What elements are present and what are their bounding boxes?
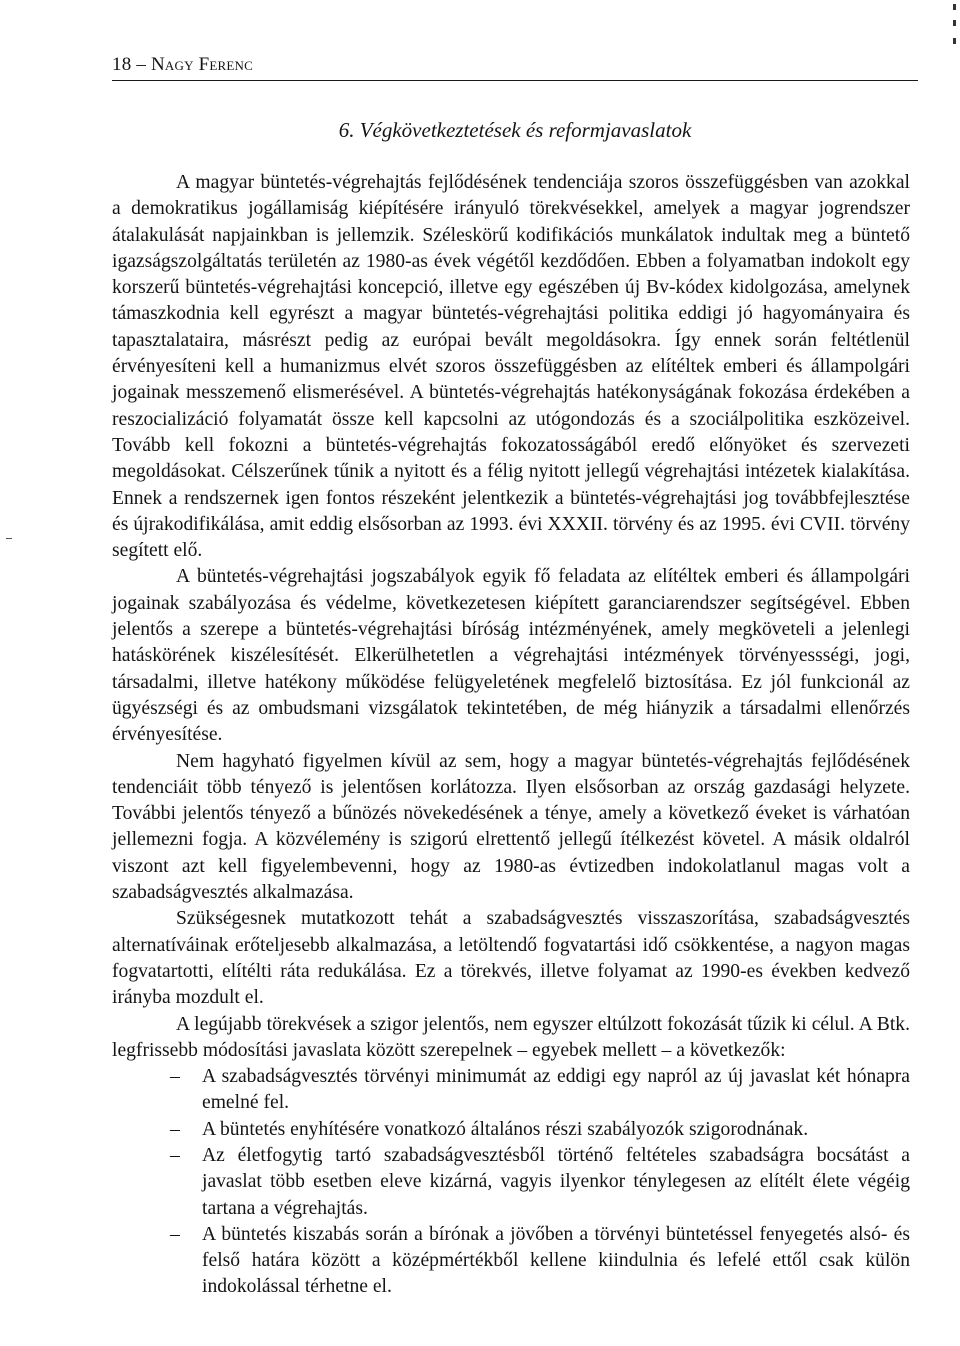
list-item-text: A büntetés kiszabás során a bírónak a jövőben a törvényi büntetéssel fenyegetés alsó- és felső határa között a középmértékből kellene kiindulnia és lefelé ettől csak külön indokolással térhetne el. bbox=[202, 1223, 910, 1298]
paragraph: Szükségesnek mutatkozott tehát a szabadságvesztés visszaszorítása, szabadságvesztés alternatíváinak erőteljesebb alkalmazása, a letöltendő fogvatartási idő csökkentése, a nagyon magas fogvatartotti, elítélti ráta redukálása. Ez a törekvés, illetve folyamat az 1990-es években kedvező irányba mozdult el. bbox=[112, 908, 910, 1009]
scan-speck bbox=[953, 4, 956, 10]
list-item-text: A büntetés enyhítésére vonatkozó általános részi szabályozók szigorodnának. bbox=[202, 1118, 809, 1140]
list-item bbox=[112, 1222, 910, 1301]
body-text bbox=[112, 170, 910, 1301]
running-title: 18 – Nagy Ferenc bbox=[112, 54, 254, 75]
paragraph: A magyar büntetés-végrehajtás fejlődésének tendenciája szoros összefüggésben van azokkal a demokratikus jogállamiság kiépítésére irányuló törekvésekkel, amelyek a magyar jogrendszer átalakulását napjainkban is jellemzik. Széleskörű kodifikációs munkálatok indultak meg a büntető igazságszolgáltatás területén az 1980-as évek végétől kezdődően. Ebben a folyamatban indokolt egy korszerű büntetés-végrehajtási koncepció, illetve egy egészében új Bv-kódex kidolgozása, amelynek támaszkodnia kell egyrészt a magyar büntetés-végrehajtási politika eddigi jó hagyományaira és tapasztalataira, másrészt pedig az európai bevált megoldásokra. Így ennek során feltétlenül érvényesíteni kell a humanizmus elvét szoros összefüggésben az elítéltek emberi és állampolgári jogainak messzemenő elismerésével. A büntetés-végrehajtás hatékonyságának fokozása érdekében a reszocializáció folyamatát össze kell kapcsolni az utógondozás és a szociálpolitika eszközeivel. Tovább kell fokozni a büntetés-végrehajtás fokozatosságából eredő előnyöket és szervezeti megoldásokat. Célszerűnek tűnik a nyitott és a félig nyitott jellegű végrehajtási intézetek kialakítása. Ennek a rendszernek igen fontos részeként jelentkezik a büntetés-végrehajtási jog továbbfejlesztése és újrakodifikálása, amit eddig elsősorban az 1993. évi XXXII. törvény és az 1995. évi CVII. törvény segített elő. bbox=[112, 172, 910, 562]
list-item-text: A szabadságvesztés törvényi minimumát az eddigi egy napról az új javaslat két hónapra emelné fel. bbox=[202, 1066, 910, 1114]
list-item bbox=[112, 1143, 910, 1222]
proposal-list bbox=[112, 1064, 910, 1301]
list-dash: – bbox=[170, 1066, 180, 1088]
scan-edge-marks bbox=[950, 0, 956, 60]
list-dash: – bbox=[170, 1223, 180, 1245]
scan-margin-mark bbox=[6, 538, 12, 539]
scan-speck bbox=[953, 20, 956, 26]
list-dash: – bbox=[170, 1144, 180, 1166]
running-header bbox=[112, 50, 918, 81]
list-dash: – bbox=[170, 1118, 180, 1140]
list-item bbox=[112, 1117, 910, 1143]
paragraph: Nem hagyható figyelmen kívül az sem, hogy a magyar büntetés-végrehajtás fejlődésének tendenciáit több tényező is jelentősen korlátozza. Ilyen elsősorban az ország gazdasági helyzete. További jelentős tényező a bűnözés növekedésének a ténye, amely a következő éveket is várhatóan jellemezni fogja. A közvélemény is szigorú elrettentő jellegű ítélkezést követel. A másik oldalról viszont azt kell figyelembevenni, hogy az 1980-as évtizedben indokolatlanul magas volt a szabadságvesztés alkalmazása. bbox=[112, 750, 910, 904]
list-item-text: Az életfogytig tartó szabadságvesztésből történő feltételes szabadságra bocsátást a javaslat több esetben eleve kizárná, vagyis ilyenkor ténylegesen az elítélt élete végéig tartana a végrehajtás. bbox=[202, 1144, 910, 1219]
list-item bbox=[112, 1064, 910, 1117]
paragraph: A legújabb törekvések a szigor jelentős, nem egyszer eltúlzott fokozását tűzik ki célul. A Btk. legfrissebb módosítási javaslata között szerepelnek – egyebek mellett – a következők: bbox=[112, 1013, 910, 1061]
section-heading: 6. Végkövetkeztetések és reformjavaslatok bbox=[338, 118, 692, 142]
scan-speck bbox=[953, 38, 956, 44]
paragraph: A büntetés-végrehajtási jogszabályok egyik fő feladata az elítéltek emberi és állampolgári jogainak szabályozása és védelme, következetesen kiépített garanciarendszer segítségével. Ebben jelentős a szerepe a büntetés-végrehajtási bíróság intézményének, amely megköveteli a jelenlegi hatáskörének kiszélesítését. Elkerülhetetlen a végrehajtási intézmények törvényessségi, jogi, társadalmi, illetve hatékony működése felügyeletének megfelelő biztosítása. Ez jól funkcionál az ügyészségi és az ombudsmani vizsgálatok tekintetében, de még hiányzik a társadalmi ellenőrzés érvényesítése. bbox=[112, 566, 910, 746]
